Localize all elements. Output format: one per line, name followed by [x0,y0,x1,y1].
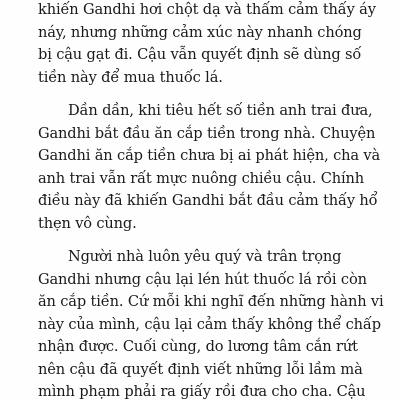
text-line: khiến Gandhi hơi chột dạ và thấm cảm thấy áy [38,1,376,18]
text-line: náy, nhưng những cảm xúc này nhanh chóng [38,23,362,41]
paragraph-3 [38,246,384,400]
text-line: này của mình, cậu lại cảm thấy không thể chấp [38,315,381,333]
text-line: nên cậu đã quyết định viết những lỗi lầm mà [38,360,363,378]
text-line: Gandhi nhưng cậu lại lén hút thuốc lá rồi còn [38,270,367,288]
text-line: điều này đã khiến Gandhi bắt đầu cảm thấy hổ [38,192,378,209]
text-line: mình phạm phải ra giấy rồi đưa cho cha. Cậu [38,383,366,400]
body-text [38,0,384,400]
text-line: Gandhi ăn cắp tiền chưa bị ai phát hiện, cha và [38,147,381,164]
text-line: ăn cắp tiền. Cứ mỗi khi nghĩ đến những hành vi [38,293,384,310]
paragraph-2 [38,100,381,235]
text-line: anh trai vẫn rất mực nuông chiều cậu. Chính [38,169,365,187]
text-line: Người nhà luôn yêu quý và trân trọng [68,248,342,265]
paragraph-1 [38,0,378,89]
text-line: nhận được. Cuối cùng, do lương tâm cắn rứt [38,338,358,355]
text-line: tiền này để mua thuốc lá. [38,68,223,86]
text-line: Gandhi bắt đầu ăn cắp tiền trong nhà. Chuyện [38,124,376,142]
text-line: bị cậu gạt đi. Cậu vẫn quyết định sẽ dùng số [38,46,362,63]
text-line: Dần dần, khi tiêu hết số tiền anh trai đưa, [68,102,373,119]
text-line: thẹn vô cùng. [38,214,137,232]
